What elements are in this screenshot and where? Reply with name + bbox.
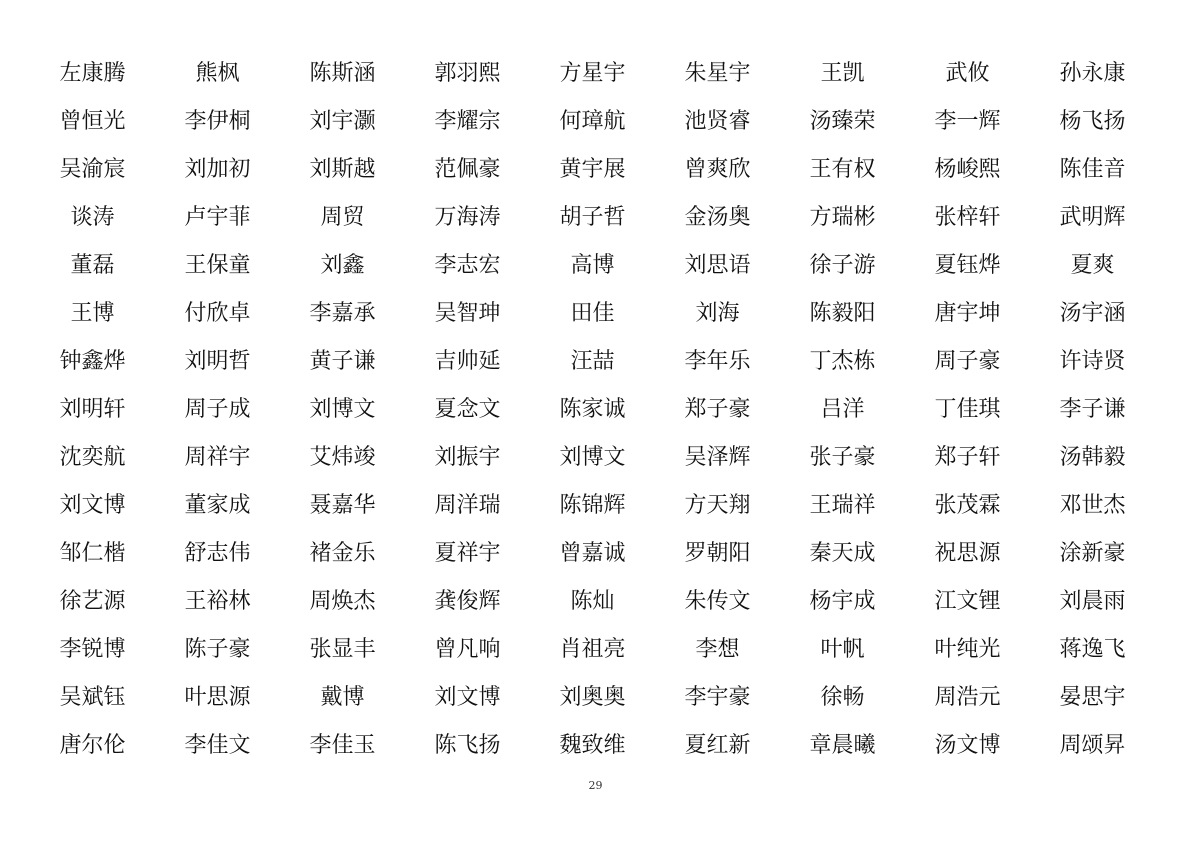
name-cell: 陈子豪 <box>184 637 251 662</box>
name-cell: 李嘉承 <box>309 301 376 326</box>
name-cell: 徐子游 <box>809 253 876 278</box>
name-cell: 肖祖亮 <box>559 637 626 662</box>
name-cell: 李佳玉 <box>309 733 376 758</box>
name-cell: 李一辉 <box>934 109 1001 134</box>
name-cell: 万海涛 <box>434 205 501 230</box>
name-cell: 邓世杰 <box>1059 493 1126 518</box>
name-cell: 汤宇涵 <box>1059 301 1126 326</box>
name-cell: 汤韩毅 <box>1059 445 1126 470</box>
name-cell: 刘博文 <box>559 445 626 470</box>
name-cell: 黄子谦 <box>309 349 376 374</box>
name-cell: 周子豪 <box>934 349 1001 374</box>
name-cell: 吴渝宸 <box>59 157 126 182</box>
name-cell: 李伊桐 <box>184 109 251 134</box>
name-cell: 高博 <box>570 253 615 278</box>
name-cell: 周洋瑞 <box>434 493 501 518</box>
name-cell: 刘加初 <box>184 157 251 182</box>
name-cell: 李宇豪 <box>684 685 751 710</box>
name-cell: 刘宇灏 <box>309 109 376 134</box>
name-cell: 许诗贤 <box>1059 349 1126 374</box>
name-cell: 周祥宇 <box>184 445 251 470</box>
name-cell: 祝思源 <box>934 541 1001 566</box>
name-cell: 王保童 <box>184 253 251 278</box>
name-cell: 杨峻熙 <box>934 157 1001 182</box>
name-cell: 吉帅延 <box>434 349 501 374</box>
name-cell: 刘鑫 <box>320 253 365 278</box>
name-cell: 夏红新 <box>684 733 751 758</box>
name-cell: 陈飞扬 <box>434 733 501 758</box>
name-cell: 王博 <box>70 301 115 326</box>
name-cell: 汪喆 <box>570 349 615 374</box>
name-cell: 李耀宗 <box>434 109 501 134</box>
name-cell: 熊枫 <box>195 61 240 86</box>
name-cell: 徐畅 <box>820 685 865 710</box>
name-cell: 丁佳琪 <box>934 397 1001 422</box>
name-cell: 丁杰栋 <box>809 349 876 374</box>
name-cell: 陈家诚 <box>559 397 626 422</box>
name-cell: 孙永康 <box>1059 61 1126 86</box>
name-cell: 张显丰 <box>309 637 376 662</box>
name-cell: 吕洋 <box>820 397 865 422</box>
name-cell: 魏致维 <box>559 733 626 758</box>
name-cell: 谈涛 <box>70 205 115 230</box>
name-cell: 聂嘉华 <box>309 493 376 518</box>
name-cell: 周颂昇 <box>1059 733 1126 758</box>
name-cell: 王瑞祥 <box>809 493 876 518</box>
name-cell: 池贤睿 <box>684 109 751 134</box>
name-cell: 周浩元 <box>934 685 1001 710</box>
name-cell: 刘奥奥 <box>559 685 626 710</box>
name-cell: 方星宇 <box>559 61 626 86</box>
name-cell: 叶帆 <box>820 637 865 662</box>
name-cell: 刘晨雨 <box>1059 589 1126 614</box>
name-cell: 朱星宇 <box>684 61 751 86</box>
name-cell: 吴斌钰 <box>59 685 126 710</box>
name-cell: 刘明轩 <box>59 397 126 422</box>
name-cell: 李志宏 <box>434 253 501 278</box>
name-cell: 秦天成 <box>809 541 876 566</box>
name-cell: 晏思宇 <box>1059 685 1126 710</box>
name-cell: 夏祥宇 <box>434 541 501 566</box>
name-cell: 李佳文 <box>184 733 251 758</box>
name-cell: 曾嘉诚 <box>559 541 626 566</box>
name-cell: 方天翔 <box>684 493 751 518</box>
name-cell: 张子豪 <box>809 445 876 470</box>
name-cell: 龚俊辉 <box>434 589 501 614</box>
name-cell: 李子谦 <box>1059 397 1126 422</box>
name-cell: 武攸 <box>945 61 990 86</box>
name-cell: 钟鑫烨 <box>59 349 126 374</box>
name-grid <box>30 50 1155 770</box>
name-cell: 徐艺源 <box>59 589 126 614</box>
name-cell: 杨宇成 <box>809 589 876 614</box>
name-cell: 刘文博 <box>434 685 501 710</box>
name-cell: 刘文博 <box>59 493 126 518</box>
name-cell: 王凯 <box>820 61 865 86</box>
name-cell: 付欣卓 <box>184 301 251 326</box>
name-cell: 陈毅阳 <box>809 301 876 326</box>
name-cell: 陈佳音 <box>1059 157 1126 182</box>
name-cell: 叶纯光 <box>934 637 1001 662</box>
name-cell: 曾凡响 <box>434 637 501 662</box>
name-cell: 陈斯涵 <box>309 61 376 86</box>
name-cell: 夏念文 <box>434 397 501 422</box>
name-cell: 刘思语 <box>684 253 751 278</box>
name-cell: 唐宇坤 <box>934 301 1001 326</box>
name-cell: 金汤奥 <box>684 205 751 230</box>
name-cell: 张茂霖 <box>934 493 1001 518</box>
name-cell: 朱传文 <box>684 589 751 614</box>
name-cell: 章晨曦 <box>809 733 876 758</box>
name-cell: 刘博文 <box>309 397 376 422</box>
name-cell: 田佳 <box>570 301 615 326</box>
name-cell: 郭羽熙 <box>434 61 501 86</box>
name-cell: 卢宇菲 <box>184 205 251 230</box>
name-cell: 张梓轩 <box>934 205 1001 230</box>
name-cell: 刘海 <box>695 301 740 326</box>
name-cell: 蒋逸飞 <box>1059 637 1126 662</box>
name-cell: 李想 <box>695 637 740 662</box>
name-cell: 吴泽辉 <box>684 445 751 470</box>
name-cell: 曾恒光 <box>59 109 126 134</box>
name-cell: 左康腾 <box>59 61 126 86</box>
name-cell: 戴博 <box>320 685 365 710</box>
name-cell: 郑子豪 <box>684 397 751 422</box>
name-cell: 董磊 <box>70 253 115 278</box>
page-number: 29 <box>588 779 603 792</box>
name-cell: 李年乐 <box>684 349 751 374</box>
name-cell: 艾炜竣 <box>309 445 376 470</box>
name-cell: 唐尔伦 <box>59 733 126 758</box>
name-cell: 刘明哲 <box>184 349 251 374</box>
name-cell: 刘斯越 <box>309 157 376 182</box>
name-cell: 陈锦辉 <box>559 493 626 518</box>
name-cell: 周贸 <box>320 205 365 230</box>
name-cell: 夏钰烨 <box>934 253 1001 278</box>
name-cell: 周子成 <box>184 397 251 422</box>
name-cell: 方瑞彬 <box>809 205 876 230</box>
name-cell: 黄宇展 <box>559 157 626 182</box>
name-cell: 汤臻荣 <box>809 109 876 134</box>
name-cell: 胡子哲 <box>559 205 626 230</box>
name-cell: 郑子轩 <box>934 445 1001 470</box>
name-cell: 舒志伟 <box>184 541 251 566</box>
name-cell: 刘振宇 <box>434 445 501 470</box>
name-cell: 涂新豪 <box>1059 541 1126 566</box>
name-cell: 王有权 <box>809 157 876 182</box>
name-cell: 陈灿 <box>570 589 615 614</box>
name-cell: 邹仁楷 <box>59 541 126 566</box>
name-cell: 褚金乐 <box>309 541 376 566</box>
name-cell: 何璋航 <box>559 109 626 134</box>
name-cell: 江文锂 <box>934 589 1001 614</box>
name-cell: 李锐博 <box>59 637 126 662</box>
name-cell: 董家成 <box>184 493 251 518</box>
name-cell: 曾爽欣 <box>684 157 751 182</box>
name-cell: 王裕林 <box>184 589 251 614</box>
name-cell: 杨飞扬 <box>1059 109 1126 134</box>
name-cell: 夏爽 <box>1070 253 1115 278</box>
name-cell: 沈奕航 <box>59 445 126 470</box>
name-cell: 汤文博 <box>934 733 1001 758</box>
name-cell: 周焕杰 <box>309 589 376 614</box>
name-cell: 武明辉 <box>1059 205 1126 230</box>
name-cell: 吴智珅 <box>434 301 501 326</box>
name-cell: 范佩豪 <box>434 157 501 182</box>
name-cell: 罗朝阳 <box>684 541 751 566</box>
name-cell: 叶思源 <box>184 685 251 710</box>
